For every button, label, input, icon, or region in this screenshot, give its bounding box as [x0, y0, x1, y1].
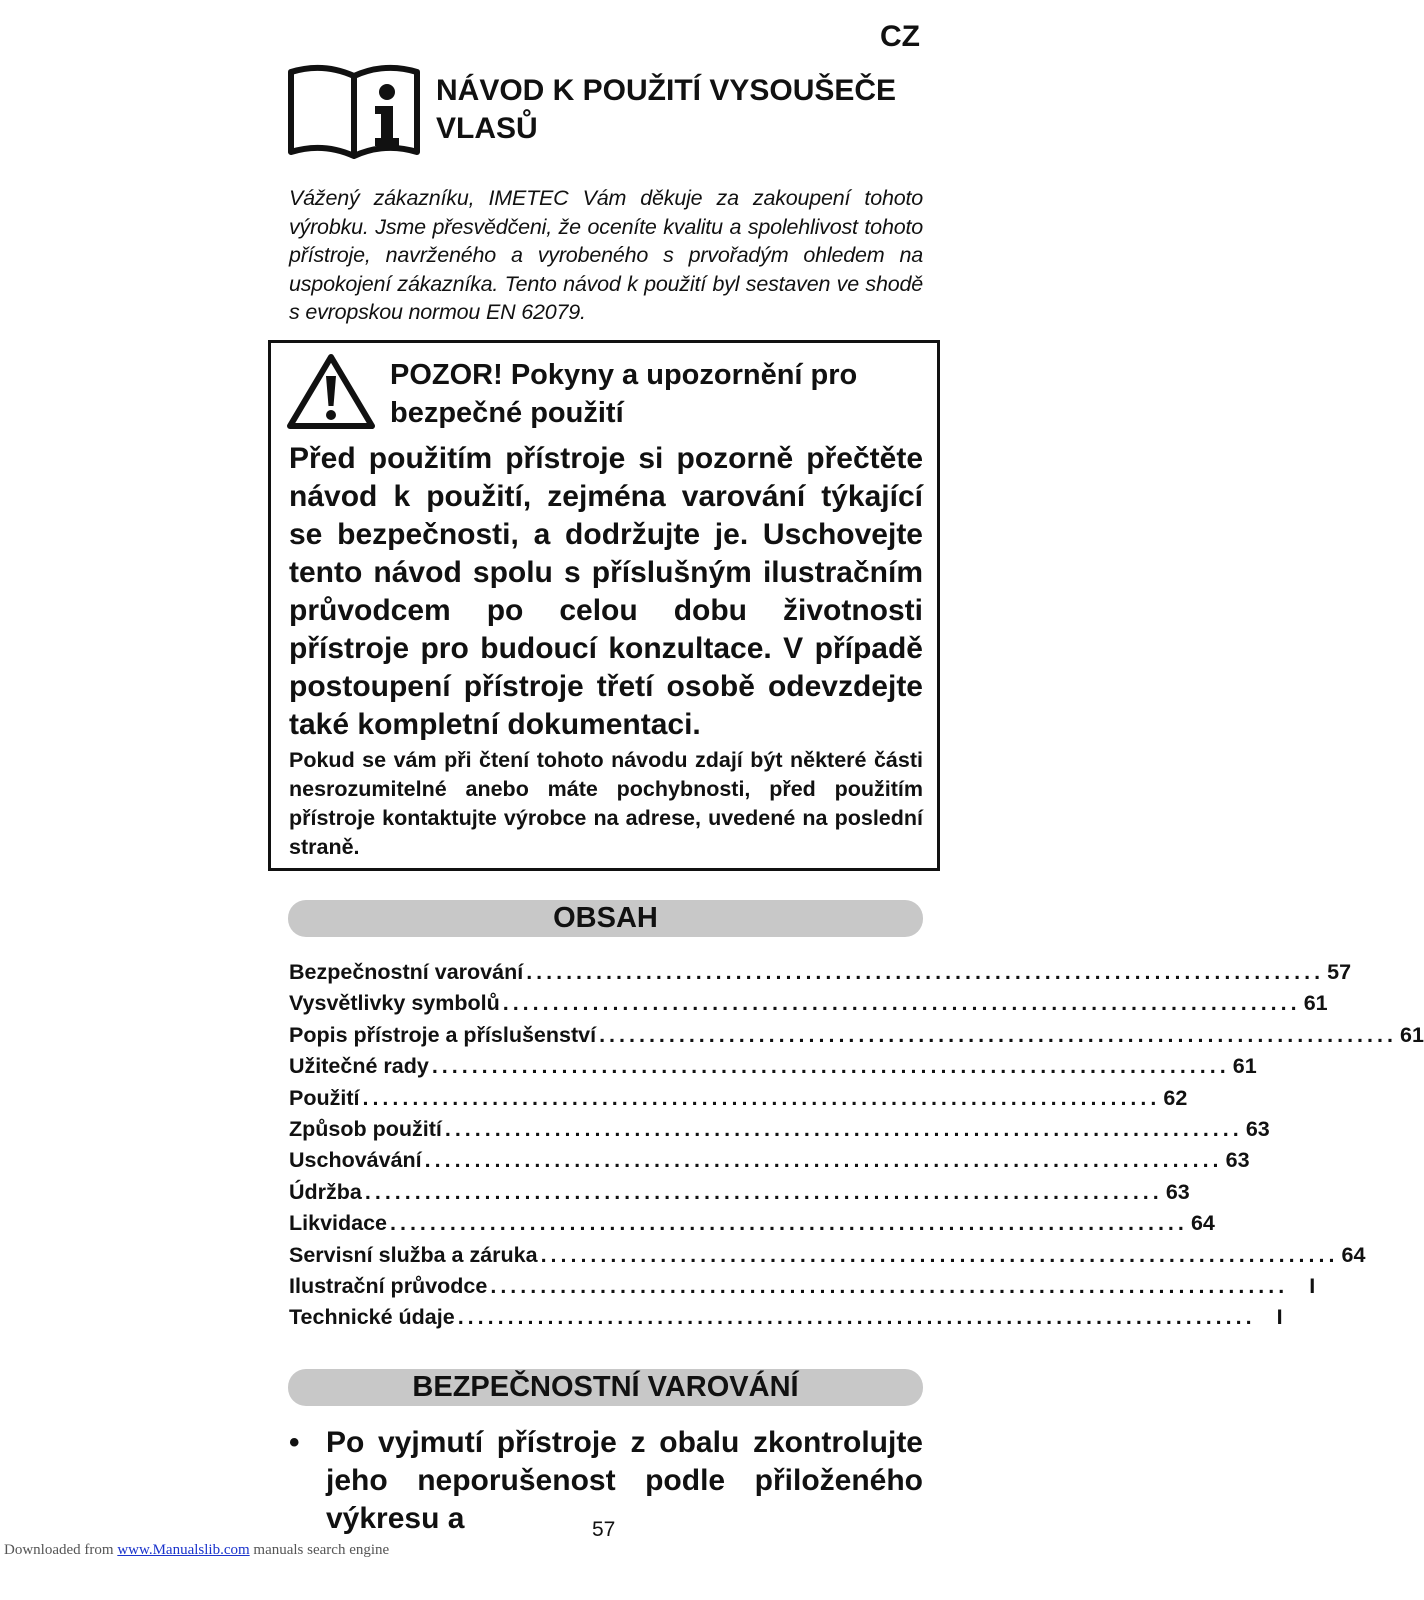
download-footer [4, 1542, 389, 1559]
toc-leader-dots: ................................................................................ [364, 1179, 1163, 1204]
toc-entry-page: 63 [1165, 1179, 1190, 1204]
warning-triangle-icon [286, 352, 376, 430]
contents-heading: OBSAH [288, 900, 923, 937]
toc-entry-label: Použití [289, 1085, 360, 1110]
toc-entry-page: 64 [1190, 1211, 1215, 1236]
toc-leader-dots: ................................................................................ [457, 1305, 1256, 1330]
toc-entry-page: 62 [1163, 1085, 1188, 1110]
toc-entry-label: Likvidace [289, 1211, 387, 1236]
toc-entry [289, 1242, 1366, 1274]
toc-entry-page: 61 [1400, 1022, 1424, 1047]
toc-leader-dots: ................................................................................ [362, 1085, 1161, 1110]
document-title-line: VLASŮ [436, 112, 538, 145]
toc-entry-label: Vysvětlivky symbolů [289, 991, 500, 1016]
warning-body-text: Před použitím přístroje si pozorně přečtěte návod k použití, zejména varování týkající se bezpečnosti, a dodržujte je. Uschovejte tento návod spolu s příslušným ilustračním průvodcem po celou dobu životnosti přístroje pro budoucí konzultace. V případě postoupení přístroje třetí osobě odevzdejte také kompletní dokumentaci. [289, 442, 923, 741]
toc-entry-label: Ilustrační průvodce [289, 1273, 488, 1298]
toc-leader-dots: ................................................................................ [599, 1022, 1397, 1047]
toc-entry [289, 1116, 1270, 1148]
toc-entry [289, 991, 1328, 1022]
toc-leader-dots: ................................................................................ [526, 960, 1325, 984]
footer-suffix: manuals search engine [249, 1542, 390, 1558]
page-number: 57 [592, 1518, 616, 1541]
toc-entry-page: 64 [1341, 1242, 1366, 1267]
toc-entry [289, 1148, 1250, 1179]
warning-title-line: bezpečné použití [390, 397, 624, 429]
warning-title-line: POZOR! Pokyny a upozornění pro [390, 359, 858, 391]
toc-entry [289, 1085, 1188, 1117]
intro-paragraph: Vážený zákazníku, IMETEC Vám děkuje za zakoupení tohoto výrobku. Jsme přesvědčeni, že oceníte kvalitu a spolehlivost tohoto přístroje, navrženého a vyrobeného s prvořadým ohledem na uspokojení zákazníka. Tento návod k použití byl sestaven ve shodě s evropskou normou EN 62079. [289, 186, 923, 324]
toc-entry-page: 57 [1327, 960, 1352, 984]
toc-leader-dots: ................................................................................ [502, 991, 1301, 1016]
toc-leader-dots: ................................................................................ [540, 1242, 1339, 1267]
safety-warnings-heading: BEZPEČNOSTNÍ VAROVÁNÍ [288, 1369, 923, 1406]
toc-entry-label: Popis přístroje a příslušenství [289, 1022, 597, 1047]
document-title [436, 72, 936, 148]
warning-title [390, 356, 910, 432]
toc-entry-page: I [1276, 1305, 1283, 1330]
info-book-icon [287, 66, 421, 158]
toc-entry-label: Uschovávání [289, 1148, 422, 1173]
footer-prefix: Downloaded from [4, 1542, 118, 1558]
toc-leader-dots: ................................................................................ [444, 1116, 1243, 1141]
toc-entry [289, 1305, 1283, 1336]
toc-entry-label: Údržba [289, 1179, 362, 1204]
toc-entry-page: 61 [1303, 991, 1328, 1016]
language-code: CZ [880, 20, 920, 53]
document-title-line: NÁVOD K POUŽITÍ VYSOUŠEČE [436, 74, 897, 107]
toc-entry [289, 960, 1352, 991]
warning-note-text: Pokud se vám při čtení tohoto návodu zdají být některé části nesrozumitelné anebo máte pochybnosti, před použitím přístroje kontaktujte výrobce na adrese, uvedené na poslední straně. [289, 748, 923, 859]
bullet-text: Po vyjmutí přístroje z obalu zkontrolujte jeho neporušenost podle přiloženého výkresu a [326, 1426, 923, 1535]
bullet-marker: • [289, 1426, 300, 1459]
toc-entry [289, 1054, 1257, 1085]
toc-entry-label: Užitečné rady [289, 1054, 429, 1079]
toc-entry-page: I [1309, 1273, 1316, 1298]
toc-leader-dots: ................................................................................ [424, 1148, 1223, 1173]
toc-leader-dots: ................................................................................ [490, 1273, 1289, 1298]
toc-entry-label: Bezpečnostní varování [289, 960, 524, 984]
manualslib-link[interactable]: www.Manualslib.com [117, 1542, 250, 1558]
toc-entry-label: Způsob použití [289, 1116, 442, 1141]
toc-entry-page: 63 [1245, 1116, 1270, 1141]
toc-entry [289, 1179, 1190, 1211]
toc-entry-label: Servisní služba a záruka [289, 1242, 538, 1267]
toc-entry [289, 1022, 1424, 1054]
toc-entry-page: 61 [1232, 1054, 1257, 1079]
toc-entry [289, 1211, 1215, 1242]
toc-entry [289, 1273, 1316, 1305]
toc-leader-dots: ................................................................................ [390, 1211, 1188, 1236]
toc-entry-label: Technické údaje [289, 1305, 455, 1330]
toc-leader-dots: ................................................................................ [431, 1054, 1230, 1079]
table-of-contents [289, 960, 1424, 1337]
toc-entry-page: 63 [1225, 1148, 1250, 1173]
